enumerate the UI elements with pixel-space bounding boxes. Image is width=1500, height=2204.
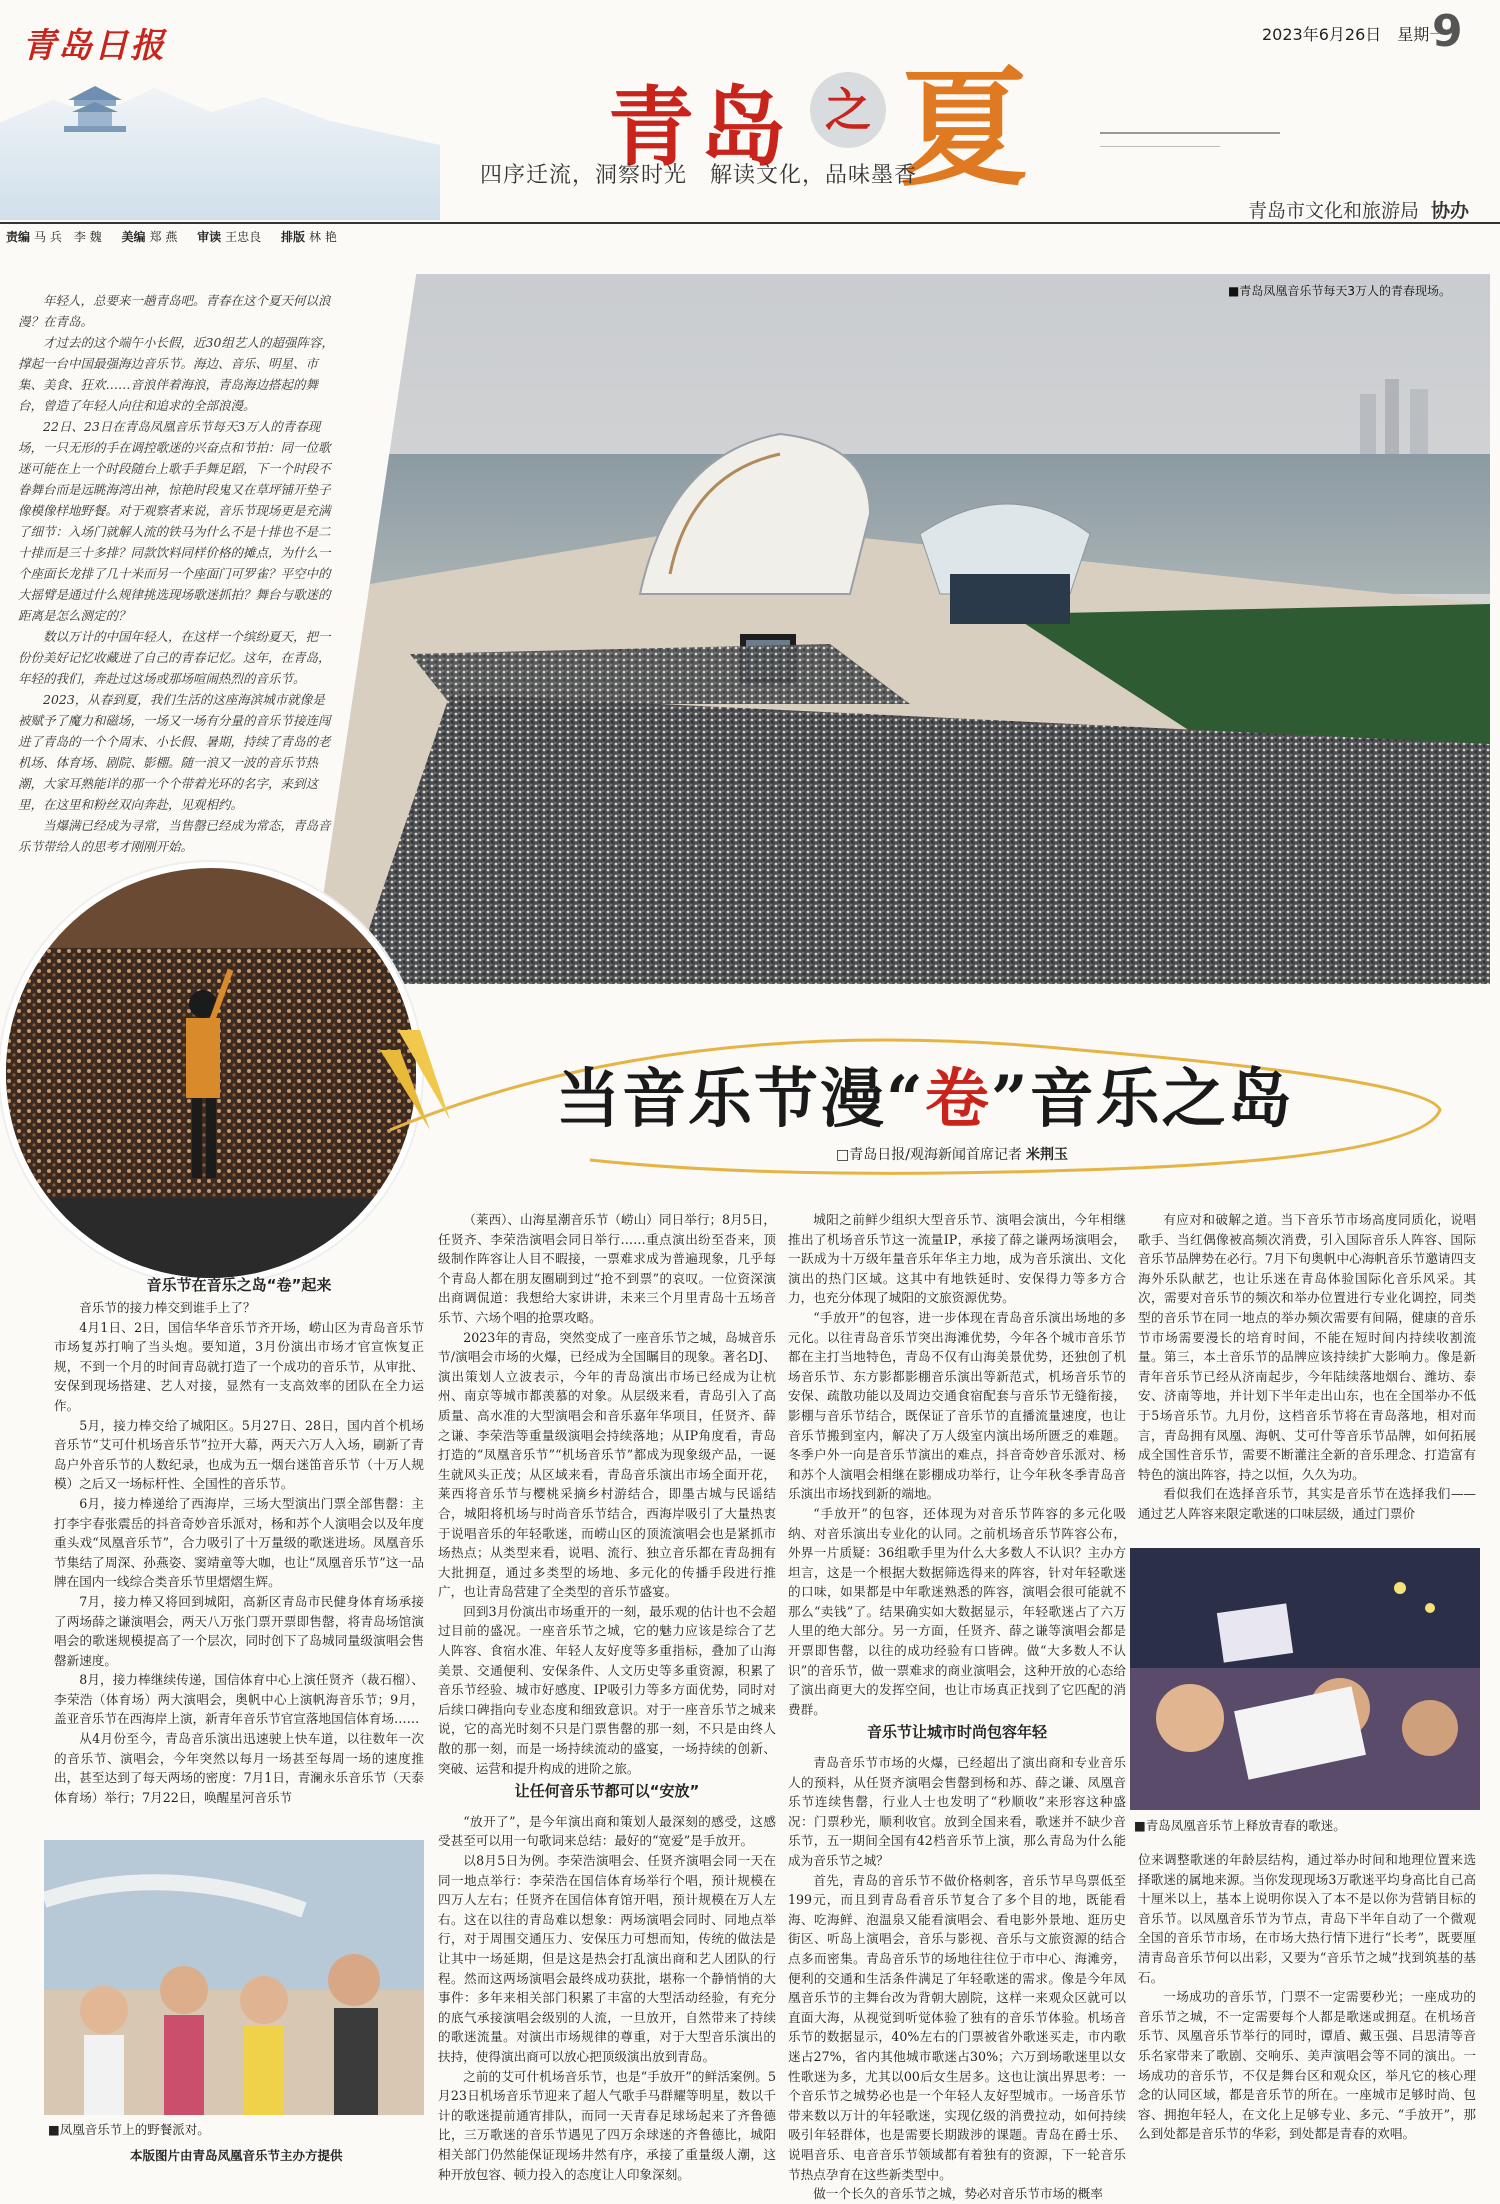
headline-quote: ”	[990, 1062, 1030, 1137]
issue-date: 2023年6月26日 星期一	[1262, 25, 1446, 44]
editor-role: 审读	[197, 230, 222, 244]
co-organizer-role: 协办	[1431, 200, 1470, 222]
body-paragraph: 2023年的青岛，突然变成了一座音乐节之城，岛城音乐节/演唱会市场的火爆，已经成为全国瞩目的现象。著名DJ、演出策划人立波表示，今年的青岛演出市场已经成为让杭州、南京等城市都羡慕的对象。从层级来看，青岛引入了高质量、高水准的大型演唱会和音乐嘉年华项目，任贤齐、薛之谦、李荣浩等重量级演唱会持续落地；从IP角度看，青岛打造的“凤凰音乐节”“机场音乐节”都成为现象级产品，一诞生就风头正茂；从区域来看，青岛音乐演出市场全面开花，莱西将音乐节与樱桃采摘乡村游结合，即墨古城与民谣结合，城阳将机场与时尚音乐节结合，西海岸吸引了大量热衷于说唱音乐的年轻歌迷，而崂山区的顶流演唱会也是紧抓市场热点；从类型来看，说唱、流行、独立音乐都在青岛拥有大批拥趸，通过多类型的场地、多元化的传播手段进行推广，也让青岛营建了全类型的音乐节盛宴。	[438, 1329, 776, 1600]
editor-names: 林 艳	[309, 230, 337, 244]
headline-part: 当音乐节漫	[556, 1062, 886, 1137]
body-paragraph: 回到3月份演出市场重开的一刻，最乐观的估计也不会超过目前的盛况。一座音乐节之城，它的魅力应该是综合了艺人阵容、食宿水准、年轻人友好度等多重指标，叠加了山海美景、交通便利、安保条件、人文历史等多重资源，积累了音乐节经验、城市好感度、IP吸引力等多方面优势，同时对后续口碑指向专业态度和细致意识。对于一座音乐节之城来说，它的高光时刻不只是门票售罄的那一刻，不只是由终人散的那一刻，而是一场持续流动的盛宴，一场持续的创新、突破、运营和提升构成的进阶之旅。	[438, 1603, 776, 1776]
intro-text	[18, 290, 334, 857]
picnic-party-photo	[44, 1840, 424, 2115]
body-paragraph: 做一个长久的音乐节之城，势必对音乐节市场的概率	[813, 2186, 1103, 2202]
intro-paragraph: 数以万计的中国年轻人，在这样一个缤纷夏天，把一份份美好记忆收藏进了自己的青春记忆。这年，在青岛，年轻的我们，奔赴过这场或那场喧闹热烈的音乐节。	[18, 629, 331, 686]
body-paragraph: “手放开”的包容，进一步体现在青岛音乐演出场地的多元化。以往青岛音乐节突出海滩优势，今年各个城市音乐节都在主打当地特色，青岛不仅有山海美景优势，还独创了机场音乐节、东方影都影棚音乐演出等新范式，机场音乐节的安保、疏散功能以及周边交通食宿配套与音乐节无缝衔接，影棚与音乐节结合，既保证了音乐节的直播流量速度，也让音乐节搬到室内，解决了万人级室内演出场所匮乏的难题。冬季户外一向是音乐节演出的难点，抖音奇妙音乐派对、杨和苏个人演唱会相继在影棚成功举行，让今年秋冬季青岛音乐演出市场找到新的端地。	[788, 1309, 1126, 1502]
intro-paragraph: 年轻人，总要来一趟青岛吧。青春在这个夏天何以浪漫？在青岛。	[18, 293, 331, 329]
singer-circle-photo	[0, 862, 422, 1284]
intro-paragraph: 当爆满已经成为寻常，当售罄已经成为常态，青岛音乐节带给人的思考才刚刚开始。	[18, 818, 331, 854]
editor-role: 美编	[121, 230, 146, 244]
intro-paragraph: 2023，从春到夏，我们生活的这座海滨城市就像是被赋予了魔力和磁场，一场又一场有分量的音乐节接连闯进了青岛的一个个周末、小长假、暑期，持续了青岛的老机场、体育场、剧院、影棚。随一浪又一波的音乐节热潮，大家耳熟能详的那一个个带着光环的名字，来到这里，在这里和粉丝双向奔赴，见观相约。	[18, 692, 331, 812]
intro-paragraph: 才过去的这个端午小长假，近30组艺人的超强阵容，撑起一台中国最强海边音乐节。海边、音乐、明星、市集、美食、狂欢……音浪伴着海浪，青岛海边搭起的舞台，曾造了年轻人向往和追求的全部浪漫。	[18, 335, 334, 413]
section-title-xia: 夏	[900, 54, 1029, 204]
body-paragraph: 有应对和破解之道。当下音乐节市场高度同质化，说唱歌手、当红偶像被高频次消费，引入国际音乐人阵容、国际音乐节品牌势在必行。7月下旬奥帆中心海帆音乐节邀请四支海外乐队献艺，也让乐迷在青岛体验国际化音乐风采。其次，需要对音乐节的频次和举办位置进行专业化调控，同类型的音乐节在同一地点的举办频次需要有间隔，健康的音乐节市场需要漫长的培育时间，不能在短时间内持续收割流量。第三，本土音乐节的品牌应该持续扩大影响力。像是新青年音乐节已经从济南起步，今年陆续落地烟台、潍坊、泰安、济南等地，并计划下半年走出山东，也在全国举办不低于5场音乐节。九月份，这档音乐节将在青岛落地，相对而言，青岛拥有凤凰、海帆、艾可什等音乐节品牌，如何拓展成全国性音乐节，需要不断灌注全新的音乐理念、打造富有特色的演出阵容，持之以恒，久久为功。	[1138, 1212, 1476, 1482]
body-paragraph: “放开了”，是今年演出商和策划人最深刻的感受，这感受甚至可以用一句歌词来总结：最好的“宽爱”是手放开。	[438, 1813, 776, 1849]
subheading: 音乐节让城市时尚包容年轻	[866, 1723, 1047, 1742]
fans-photo	[1130, 1548, 1480, 1810]
editor-role: 排版	[281, 230, 306, 244]
header-divider	[0, 222, 1500, 224]
editors-line	[6, 228, 353, 245]
headline-part: 音乐之岛	[1029, 1062, 1294, 1137]
co-organizer	[1248, 196, 1469, 223]
body-paragraph: 音乐节的接力棒交到谁手上了？	[79, 1300, 256, 1315]
body-paragraph: 位来调整歌迷的年龄层结构，通过举办时间和地理位置来选择歌迷的属地来源。当你发现现场3万歌迷平均身高比自己高十厘米以上，基本上说明你误入了本不是以你为营销目标的音乐节。以凤凰音乐节为节点，青岛下半年自动了一个微观全国的音乐节市场，在市场大热行情下进行“长考”，既要厘清青岛音乐节何以出彩，又要为“音乐节之城”找到筑基的基石。	[1138, 1852, 1476, 1985]
section-title: 青岛	[608, 77, 792, 178]
body-paragraph: 一场成功的音乐节，门票不一定需要秒光；一座成功的音乐节之城，不一定需要每个人都是歌迷或拥趸。在机场音乐节、凤凰音乐节举行的同时，谭盾、戴玉强、吕思清等音乐名家带来了歌剧、交响乐、美声演唱会等不同的演出。一场成功的音乐节，不仅是舞台区和观众区，举凡它的核心理念的认同区域，都是音乐节的所在。一座城市足够时尚、包容、拥抱年轻人，在文化上足够专业、多元、“手放开”，那么到处都是音乐节的华彩，到处都是青春的欢唱。	[1138, 1989, 1476, 2142]
section-subtitle: 四序迁流，洞察时光 解读文化，品味墨香	[480, 163, 918, 188]
body-paragraph: “手放开”的包容，还体现为对音乐节阵容的多元化吸纳、对音乐演出专业化的认同。之前机场音乐节阵容公布，外界一片质疑：36组歌手里为什么大多数人不认识？主办方坦言，这是一个根据大数据筛选得来的阵容，针对年轻歌迷的口味，如果都是中年歌迷熟悉的阵容，演唱会很可能就不那么“卖钱”了。结果确实如大数据显示，年轻歌迷占了六万人里的绝大部分。另一方面，任贤齐、薛之谦等演唱会都是开票即售罄，以往的成功经验有口皆碑。做“大多数人不认识”的音乐节，做一票难求的商业演唱会，这种开放的心态给了演出商更大的发挥空间，也让市场真正找到了它匹配的消费群。	[788, 1505, 1126, 1717]
editor-names: 郑 燕	[149, 230, 178, 244]
photo-credit: 本版图片由青岛凤凰音乐节主办方提供	[130, 2148, 343, 2163]
body-paragraph: 之前的艾可什机场音乐节，也是“手放开”的鲜活案例。5月23日机场音乐节迎来了超人气歌手马群耀等明星，数以千计的歌迷提前通宵排队，而同一天青春足球场起来了齐鲁德比，三万歌迷的音乐节遇见了四万余球迷的齐鲁德比，城阳相关部门仍然能保证现场井然有序，承接了重量级人潮，这种开放包容、顿力投入的态度让人印象深刻。	[438, 2068, 776, 2182]
body-paragraph: 城阳之前鲜少组织大型音乐节、演唱会演出，今年相继推出了机场音乐节这一流量IP，承接了薛之谦两场演唱会，一跃成为十万级年量音乐年华主力地，成为音乐演出、文化演出的热门区域。这其中有地铁延时、安保得力等多方合力，也充分体现了城阳的文旅资源优势。	[788, 1212, 1126, 1306]
editor-role: 责编	[6, 230, 31, 244]
pagoda-illustration	[60, 78, 130, 148]
byline-name: 米荆玉	[1025, 1147, 1068, 1163]
intro-paragraph: 22日、23日在青岛凤凰音乐节每天3万人的青春现场，一只无形的手在调控歌迷的兴奋点和节拍：同一位歌迷可能在上一个时段随台上歌手手舞足蹈，下一个时段不眷舞台而是远眺海湾出神，惊艳时段鬼又在草坪铺开垫子像模像样地野餐。对于观察者来说，音乐节现场更是充满了细节：入场门就解人流的铁马为什么不是十排也不是二十排而是三十多排？同款饮料同样价格的摊点，为什么一个座面长龙排了几十米而另一个座面门可罗雀？平空中的大摇臂是通过什么规律挑选现场歌迷抓拍？舞台与歌迷的距离是怎么测定的？	[18, 419, 331, 623]
subheading: 音乐节在音乐之岛“卷”起来	[146, 1276, 332, 1294]
editor-names: 王忠良	[225, 230, 262, 244]
page-number: 9	[1432, 6, 1463, 57]
newspaper-logo: 青岛日报	[22, 26, 166, 66]
fans-photo-caption: ■青岛凤凰音乐节上释放青春的歌迷。	[1134, 1818, 1346, 1833]
byline-label: □青岛日报/观海新闻首席记者	[836, 1147, 1022, 1163]
article-column-4	[1138, 1210, 1476, 1524]
headline-quote: “	[886, 1062, 925, 1137]
co-organizer-name: 青岛市文化和旅游局	[1248, 200, 1420, 222]
subheading: 让任何音乐节都可以“安放”	[514, 1782, 700, 1801]
article-column-2	[438, 1210, 776, 2184]
body-paragraph: 5月，接力棒交给了城阳区。5月27日、28日，国内首个机场音乐节“艾可什机场音乐节”拉开大幕，两天六万人入场，刷新了青岛户外音乐节的人数纪录，也成为五一烟台迷笛音乐节（十万人规模）之后又一场标杆性、全国性的音乐节。	[54, 1417, 424, 1492]
editor-names: 马 兵 李 魏	[34, 230, 102, 244]
masthead-rule	[1100, 132, 1280, 134]
body-paragraph: 青岛音乐节市场的火爆，已经超出了演出商和专业音乐人的预料，从任贤齐演唱会售罄到杨和苏、薛之谦、凤凰音乐节连续售罄，行业人士也发明了“秒顺收”来形容这种盛况：门票秒光，顺利收官。放到全国来看，歌迷并不缺少音乐节，五一期间全国有42档音乐节上演，那么青岛为什么能成为音乐节之城？	[788, 1755, 1126, 1868]
main-photo-caption: ■青岛凤凰音乐节每天3万人的青春现场。	[1228, 284, 1451, 298]
body-paragraph: 看似我们在选择音乐节，其实是音乐节在选择我们——通过艺人阵容来限定歌迷的口味层级，通过门票价	[1138, 1486, 1476, 1521]
headline	[556, 1048, 1294, 1140]
body-paragraph: 8月，接力棒继续传递，国信体育中心上演任贤齐（裁石榴）、李荣浩（体育场）两大演唱会，奥帆中心上演帆海音乐节；9月，盖亚音乐节在西海岸上演，新青年音乐节官宣落地国信体育场……	[54, 1672, 424, 1727]
body-paragraph: 6月，接力棒递给了西海岸，三场大型演出门票全部售罄：主打李宇春张震岳的抖音奇妙音乐派对，杨和苏个人演唱会以及年度重头戏“凤凰音乐节”，合力吸引了十万量级的歌迷进场。凤凰音乐节集结了周深、孙燕姿、窦靖童等大咖，也让“凤凰音乐节”这一品牌在国内一线综合类音乐节里熠熠生辉。	[54, 1495, 424, 1590]
article-column-4-continued	[1138, 1850, 1476, 2144]
body-paragraph: 以8月5日为例。李荣浩演唱会、任贤齐演唱会同一天在同一地点举行：李荣浩在国信体育场举行个唱，预计规模在四万人左右；任贤齐在国信体育馆开唱，预计规模在万人左右。这在以往的青岛难以想象：两场演唱会同时、同地点举行，对于周围交通压力、安保压力可想而知，传统的做法是让其中一场延期，但是这是热会打乱演出商和艺人团队的行程。然而这两场演唱会最终成功获批，堪称一个静悄悄的大事件：多年来相关部门积累了丰富的大型活动经验，有充分的底气承接演唱会级别的人流，一旦放开，自然带来了持续的歌迷流量。对演出市场规律的尊重，对于大型音乐演出的扶持，使得演出商可以放心把顶级演出放到青岛。	[438, 1853, 776, 2064]
section-title-zhi: 之	[810, 72, 886, 148]
body-paragraph: 从4月份至今，青岛音乐演出迅速驶上快车道，以往数年一次的音乐节、演唱会，今年突然以每月一场甚至每周一场的速度推出，甚至达到了每天两场的密度：7月1日，青澜永乐音乐节（天泰体育场）举行；7月22日，唤醒星河音乐节	[54, 1731, 424, 1805]
article-column-3	[788, 1210, 1126, 2204]
article-column-1	[54, 1298, 424, 1807]
picnic-photo-caption: ■凤凰音乐节上的野餐派对。	[48, 2122, 210, 2137]
body-paragraph: 4月1日、2日，国信华华音乐节齐开场，崂山区为青岛音乐节市场复苏打响了当头炮。要知道，3月份演出市场才官宣恢复正规，不到一个月的时间青岛就打造了一个成功的音乐节，从审批、安保到现场搭建、艺人对接，显然有一支高效率的团队在全力运作。	[54, 1319, 424, 1413]
body-paragraph: 首先，青岛的音乐节不做价格刺客，音乐节早鸟票低至199元，而且到青岛看音乐节复合了多个目的地，既能看海、吃海鲜、泡温泉又能看演唱会、看电影外景地、逛历史街区、听岛上演唱会，音乐与影视、音乐与文旅资源的结合点多而密集。青岛音乐节的场地往往位于市中心、海滩旁，便利的交通和生活条件满足了年轻歌迷的需求。像是今年凤凰音乐节的主舞台改为背朝大剧院，这样一来观众区就可以直面大海，从视觉到听觉体验了独有的音乐节体验。机场音乐节的数据显示，40%左右的门票被省外歌迷买走，市内歌迷占27%，省内其他城市歌迷占30%；六万到场歌迷里以女性歌迷为多，尤其以00后女生居多。这也让演出界思考：一个音乐节之城势必也是一个年轻人友好型城市。一场音乐节带来数以万计的年轻歌迷，实现亿级的消费拉动，如何持续吸引年轻群体，也是需要长期跋涉的课题。青岛在爵士乐、说唱音乐、电音音乐节领域都有着独有的资源，下一轮音乐节热点孕育在这些新类型中。	[788, 1872, 1126, 2182]
byline	[836, 1144, 1068, 1164]
body-paragraph: （莱西）、山海星潮音乐节（崂山）同日举行；8月5日，任贤齐、李荣浩演唱会同日举行……重点演出纷至沓来，顶级制作阵容让人目不暇接，一票难求成为普遍现象，几乎每个青岛人都在朋友圈刷到过“抢不到票”的哀叹。一位资深演出商调侃道：我想给大家讲讲，未来三个月里青岛十五场音乐节、六场个唱的抢票攻略。	[438, 1212, 776, 1325]
headline-highlight: 卷	[924, 1062, 991, 1137]
main-festival-photo	[310, 274, 1490, 984]
body-paragraph: 7月，接力棒又将回到城阳，高新区青岛市民健身体育场承接了两场薛之谦演唱会，两天八万张门票开票即售罄，将青岛场馆演唱会的歌迷规模提高了一个层次，同时创下了岛城同量级演唱会售罄新速度。	[54, 1593, 424, 1668]
masthead-rule	[1100, 146, 1220, 147]
